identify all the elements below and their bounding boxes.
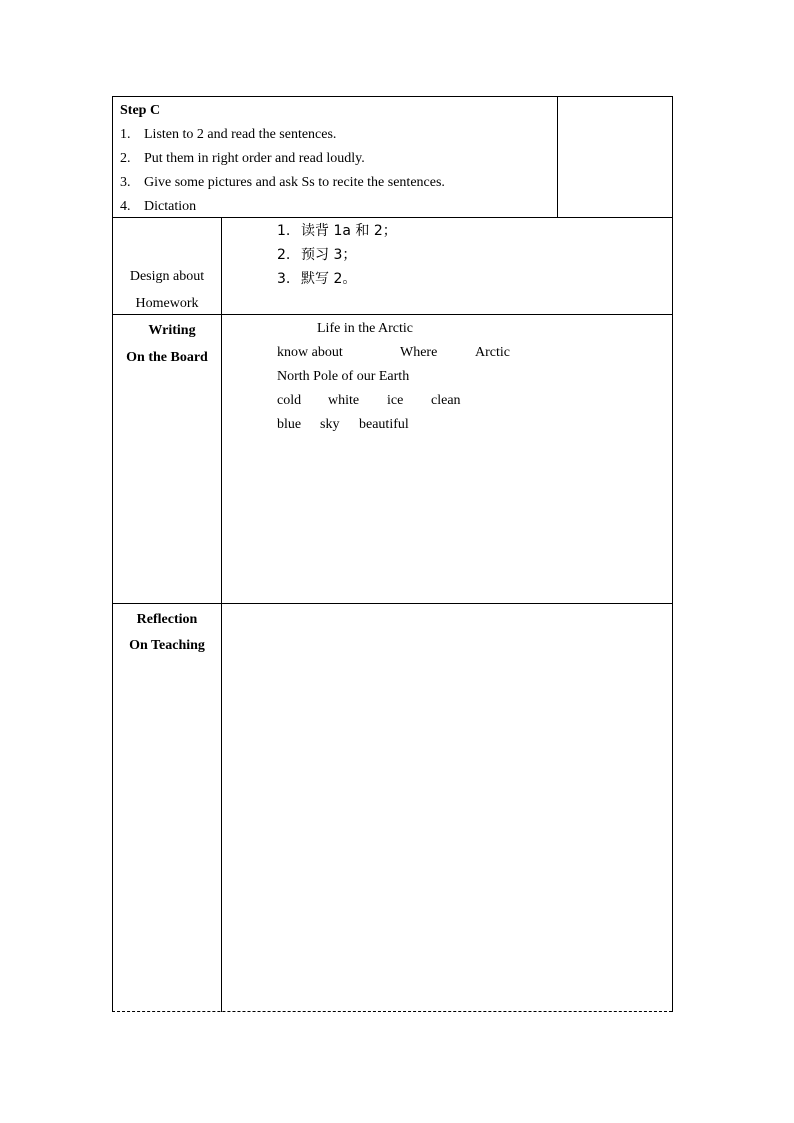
homework-label-line1: Design about — [129, 269, 205, 284]
board-label-line2: On the Board — [126, 350, 208, 365]
row-divider-board — [112, 314, 673, 315]
step-c-item-number: 4. — [120, 199, 131, 214]
homework-item-number: 2. — [277, 247, 291, 263]
homework-item — [277, 223, 397, 239]
step-c-item — [120, 151, 365, 167]
homework-item-text: 读背 1a 和 2； — [301, 223, 397, 239]
homework-item — [277, 247, 356, 263]
step-c-item — [120, 127, 336, 143]
table-left-border — [112, 96, 113, 1012]
step-c-item-text: Put them in right order and read loudly. — [144, 151, 365, 166]
step-c-item-text: Listen to 2 and read the sentences. — [144, 127, 337, 142]
board-word: Arctic — [475, 345, 510, 360]
reflection-label-line1: Reflection — [136, 612, 198, 627]
step-c-item — [120, 199, 196, 215]
board-label-line1: Writing — [148, 323, 196, 338]
table-top-border — [112, 96, 673, 97]
homework-item-number: 3. — [277, 271, 291, 287]
homework-item — [277, 271, 356, 287]
table-bottom-border — [112, 1011, 672, 1012]
step-c-item-number: 1. — [120, 127, 131, 142]
homework-item-number: 1. — [277, 223, 291, 239]
board-word: sky — [320, 417, 340, 432]
board-title: Life in the Arctic — [317, 321, 414, 336]
step-c-item-number: 2. — [120, 151, 131, 166]
row-divider-homework — [112, 217, 673, 218]
step-c-item — [120, 175, 445, 191]
homework-item-text: 预习 3； — [301, 247, 357, 263]
board-word: cold — [277, 393, 302, 408]
step-c-item-number: 3. — [120, 175, 131, 190]
board-word: clean — [431, 393, 461, 408]
board-word: ice — [387, 393, 404, 408]
board-word: beautiful — [359, 417, 409, 432]
table-right-border — [672, 96, 673, 1012]
board-word: blue — [277, 417, 302, 432]
homework-item-text: 默写 2。 — [301, 271, 357, 287]
board-word: white — [328, 393, 360, 408]
step-c-right-divider — [557, 96, 558, 217]
step-c-item-text: Dictation — [144, 199, 197, 214]
board-word: Where — [400, 345, 438, 360]
reflection-content-area — [222, 604, 672, 1011]
reflection-label-line2: On Teaching — [129, 638, 205, 653]
step-c-title: Step C — [120, 103, 161, 118]
step-c-item-text: Give some pictures and ask Ss to recite the sentences. — [144, 175, 445, 190]
homework-label-line2: Homework — [135, 296, 199, 311]
board-phrase: North Pole of our Earth — [277, 369, 410, 384]
board-word: know about — [277, 345, 343, 360]
